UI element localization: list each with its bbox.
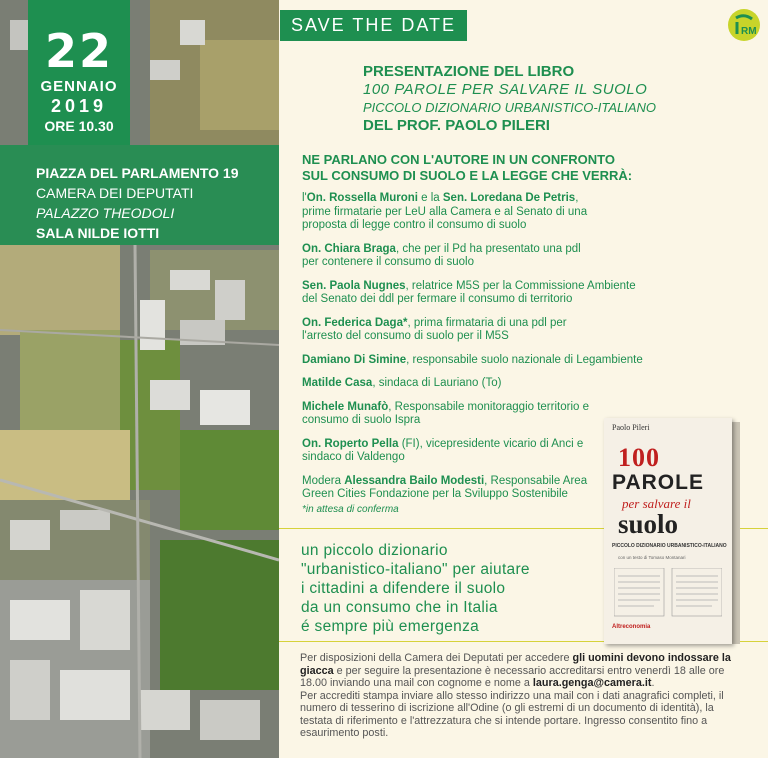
speaker-role: , Responsabile monitoraggio territorio e consumo di suolo Ispra	[302, 400, 589, 426]
confirmation-note: *in attesa di conferma	[302, 504, 399, 515]
book-cover-text-lines	[614, 568, 722, 618]
book-cover-publisher: Altreconomia	[612, 624, 651, 630]
book-spine	[732, 422, 740, 644]
tagline-line: é sempre più emergenza	[301, 618, 480, 635]
date-box	[28, 0, 130, 145]
event-time: ORE 10.30	[44, 118, 114, 134]
speaker-name: On. Chiara Braga	[302, 242, 396, 255]
speaker-item	[302, 317, 602, 344]
speaker-role: , che per il Pd ha presentato una pdl per contenere il consumo di suolo	[302, 242, 581, 268]
speaker-name: On. Roperto Pella	[302, 437, 399, 450]
footer-text: Per disposizioni della Camera dei Deputati per accedere	[300, 652, 573, 664]
presentation-block	[363, 63, 656, 136]
organization-logo	[727, 8, 761, 42]
book-cover-number: 100	[618, 443, 660, 472]
tagline-line: i cittadini a difendere il suolo	[301, 580, 506, 597]
speaker-item	[302, 401, 602, 428]
presentation-heading: PRESENTAZIONE DEL LIBRO	[363, 63, 575, 80]
footer-text: .	[651, 677, 655, 689]
book-front	[604, 418, 732, 644]
intro-heading	[302, 152, 632, 184]
footer-info	[300, 652, 746, 740]
speaker-name: Matilde Casa	[302, 377, 373, 389]
intro-line-1: NE PARLANO CON L'AUTORE IN UN CONFRONTO	[302, 152, 615, 167]
event-month: GENNAIO	[40, 78, 118, 95]
tagline	[301, 541, 530, 636]
book-cover-subtitle: PICCOLO DIZIONARIO URBANISTICO-ITALIANO	[612, 543, 727, 549]
speaker-prefix: Modera	[302, 474, 345, 487]
speaker-role: , prima firmataria di una pdl per l'arresto del consumo di suolo per il M5S	[302, 316, 567, 342]
speaker-item	[302, 438, 592, 465]
footer-text: e per seguire la presentazione è necessario accreditarsi entro venerdì 18 alle ore 18.00 inviando una mail con cognome e nome a	[300, 664, 725, 689]
book-cover-author: Paolo Pileri	[612, 423, 650, 432]
venue-address: PIAZZA DEL PARLAMENTO 19	[36, 165, 239, 181]
speaker-role: , responsabile suolo nazionale di Legambiente	[406, 353, 643, 366]
speaker-role: (FI), vicepresidente vicario di Anci e sindaco di Valdengo	[302, 437, 584, 463]
footer-dresscode: gli uomini devono indossare la giacca	[300, 652, 731, 677]
speaker-name: Alessandra Bailo Modesti	[344, 474, 485, 487]
speakers-list	[302, 192, 642, 512]
speaker-role: , Responsabile Area Green Cities Fondazione per la Sviluppo Sostenibile	[302, 474, 588, 500]
speaker-name: Sen. Paola Nugnes	[302, 279, 406, 292]
speaker-name: Michele Munafò	[302, 400, 389, 413]
footer-paragraph-2: Per accrediti stampa inviare allo stesso indirizzo una mail con i dati anagrafici completi, il numero di tesserino di iscrizione all'Odine (o gli estremi di un documento di identità), la testata di riferimento e l'attrezzatura che si intende portare. Ingresso consentito fino a esaurimento posti.	[300, 689, 724, 739]
venue-block	[36, 163, 239, 243]
footer-paragraph-1	[300, 652, 746, 690]
speaker-item	[302, 280, 642, 307]
venue-room: SALA NILDE IOTTI	[36, 225, 160, 241]
book-subtitle: PICCOLO DIZIONARIO URBANISTICO-ITALIANO	[363, 100, 657, 115]
footer-email-link[interactable]: laura.genga@camera.it	[532, 677, 652, 689]
speaker-role: , relatrice M5S per la Commissione Ambiente del Senato dei ddl per fermare il consumo di territorio	[302, 279, 636, 305]
speaker-connector: e la	[417, 192, 443, 204]
speaker-name: On. Federica Daga*	[302, 316, 408, 329]
save-the-date-banner: SAVE THE DATE	[280, 10, 467, 41]
book-cover-parole: PAROLE	[612, 471, 704, 494]
tagline-line: un piccolo dizionario	[301, 542, 448, 559]
intro-line-2: SUL CONSUMO DI SUOLO E LA LEGGE CHE VERRÀ:	[302, 168, 633, 183]
book-author: DEL PROF. PAOLO PILERI	[363, 117, 550, 134]
tagline-line: da un consumo che in Italia	[301, 599, 498, 616]
speaker-name-2: Sen. Loredana De Petris	[442, 192, 576, 204]
event-year: 2019	[50, 96, 108, 116]
speaker-name: On. Rossella Muroni	[306, 192, 418, 204]
speaker-item	[302, 475, 602, 502]
event-day: 22	[44, 24, 113, 78]
speaker-item	[302, 243, 582, 270]
venue-building: PALAZZO THEODOLI	[36, 205, 175, 221]
logo-text: RM	[741, 26, 757, 37]
speaker-role: , sindaca di Lauriano (To)	[372, 377, 502, 389]
speaker-role: , prime firmatarie per LeU alla Camera e al Senato di una proposta di legge contro il consumo di suolo	[302, 192, 588, 231]
book-cover-per: per salvare il	[622, 496, 691, 511]
speaker-prefix: l'	[302, 192, 307, 204]
book-cover-suolo: suolo	[618, 509, 679, 539]
speaker-item	[302, 354, 662, 368]
venue-institution: CAMERA DEI DEPUTATI	[36, 185, 194, 201]
tagline-line: "urbanistico-italiano" per aiutare	[301, 561, 530, 578]
book-cover	[604, 418, 738, 644]
book-cover-note: con un testo di Tomaso Montanari	[618, 555, 686, 560]
book-title: 100 PAROLE PER SALVARE IL SUOLO	[363, 81, 648, 98]
speaker-item	[302, 192, 592, 233]
speaker-name: Damiano Di Simine	[302, 353, 407, 366]
speaker-item	[302, 377, 602, 391]
